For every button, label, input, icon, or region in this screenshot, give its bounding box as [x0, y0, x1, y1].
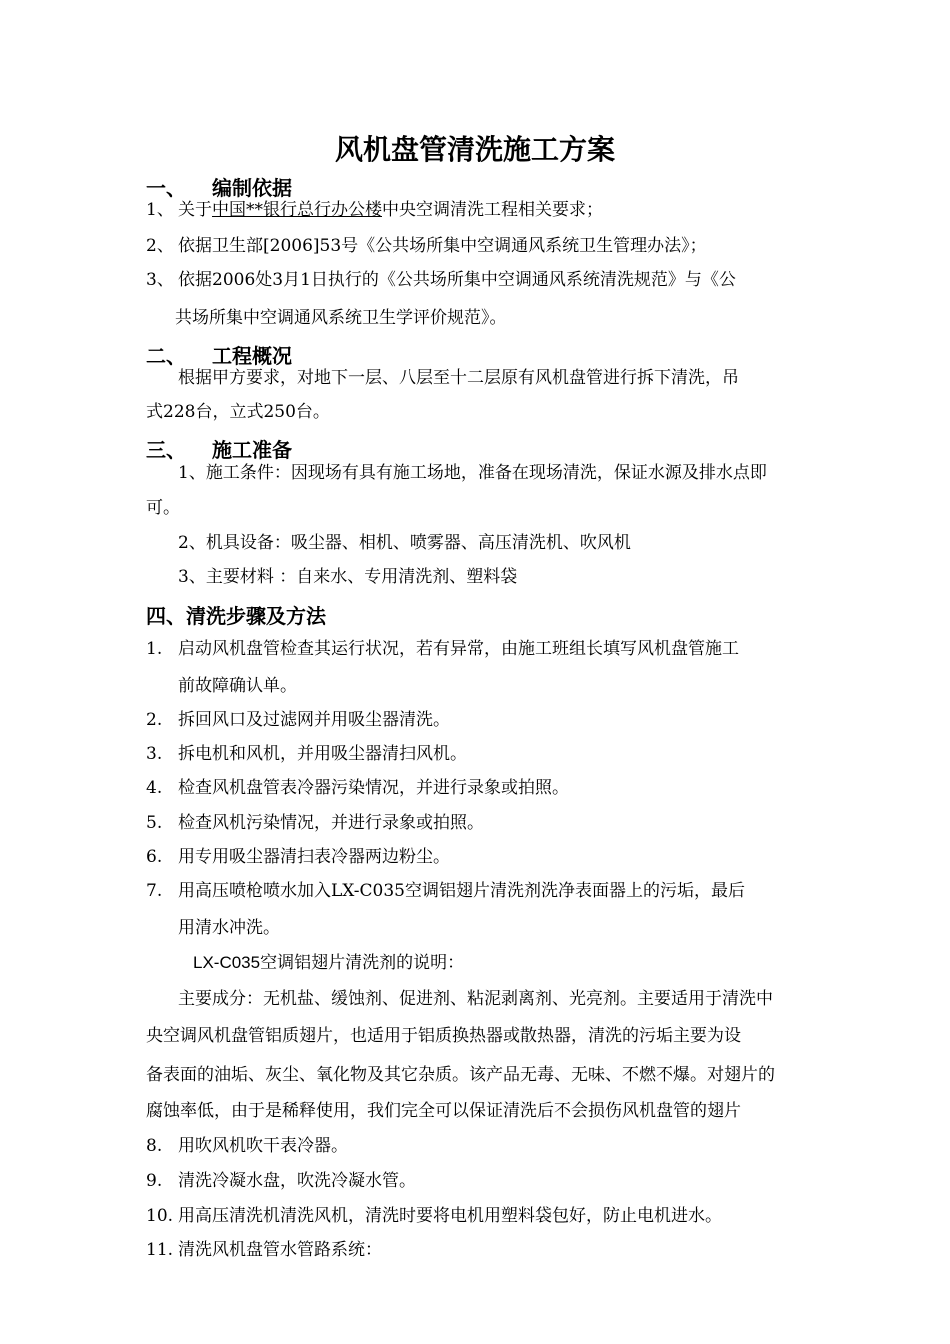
agent-paragraph-line-4: 腐蚀率低，由于是稀释使用，我们完全可以保证清洗后不会损伤风机盘管的翅片 — [146, 1101, 741, 1121]
step-text: 清洗冷凝水盘，吹洗冷凝水管。 — [178, 1171, 416, 1191]
step-5 — [146, 811, 484, 835]
step-7-continued: 用清水冲洗。 — [178, 918, 280, 938]
section-heading-overview — [146, 340, 292, 369]
list-marker: 8. — [146, 1136, 163, 1156]
section-heading-prep — [146, 434, 292, 463]
agent-paragraph-line-2: 央空调风机盘管铝质翅片，也适用于铝质换热器或散热器，清洗的污垢主要为设 — [146, 1026, 741, 1046]
list-marker: 1、 — [146, 200, 174, 220]
step-3 — [146, 742, 467, 766]
step-text: 用专用吸尘器清扫表冷器两边粉尘。 — [178, 847, 450, 867]
basis-item-3 — [146, 268, 736, 292]
list-marker: 7. — [146, 881, 163, 901]
list-marker: 3、 — [146, 270, 174, 290]
project-name: 中国**银行总行办公楼 — [212, 200, 382, 220]
list-marker: 5. — [146, 813, 163, 833]
list-marker: 3. — [146, 744, 163, 764]
step-text: 检查风机盘管表冷器污染情况，并进行录象或拍照。 — [178, 778, 569, 798]
agent-heading-text: 空调铝翅片清洗剂的说明： — [260, 953, 465, 973]
agent-paragraph-line-3: 备表面的油垢、灰尘、氧化物及其它杂质。该产品无毒、无味、不燃不爆。对翅片的 — [146, 1065, 775, 1085]
step-text: 用吹风机吹干表冷器。 — [178, 1136, 348, 1156]
section-heading-basis — [146, 172, 292, 201]
agent-paragraph-line-1: 主要成分：无机盐、缓蚀剂、促进剂、粘泥剥离剂、光亮剂。主要适用于清洗中 — [178, 989, 773, 1009]
section-heading-steps: 四、清洗步骤及方法 — [146, 604, 326, 628]
basis-item-1 — [146, 198, 603, 222]
list-marker: 2. — [146, 710, 163, 730]
step-text: 启动风机盘管检查其运行状况，若有异常，由施工班组长填写风机盘管施工 — [178, 639, 739, 659]
step-1-continued: 前故障确认单。 — [178, 676, 297, 696]
list-marker: 4. — [146, 778, 163, 798]
section-number: 三、 — [146, 438, 186, 462]
prep-materials: 3、主要材料 ：自来水、专用清洗剂、塑料袋 — [178, 567, 518, 587]
step-text: 检查风机污染情况，并进行录象或拍照。 — [178, 813, 484, 833]
step-7 — [146, 879, 745, 903]
agent-heading — [193, 951, 464, 975]
step-6 — [146, 845, 450, 869]
section-title: 编制依据 — [212, 176, 292, 200]
step-text: 清洗风机盘管水管路系统： — [178, 1240, 382, 1260]
overview-line-2: 式228台，立式250台。 — [146, 402, 330, 422]
section-number: 二、 — [146, 344, 186, 368]
prep-condition-line-1: 1、施工条件：因现场有具有施工场地，准备在现场清洗，保证水源及排水点即 — [178, 463, 767, 483]
section-title: 施工准备 — [212, 438, 292, 462]
overview-line-1: 根据甲方要求，对地下一层、八层至十二层原有风机盘管进行拆下清洗，吊 — [178, 368, 739, 388]
section-title: 工程概况 — [212, 344, 292, 368]
step-11 — [146, 1238, 382, 1262]
product-code: LX-C035 — [193, 953, 261, 972]
step-2 — [146, 708, 450, 732]
step-text: 拆电机和风机，并用吸尘器清扫风机。 — [178, 744, 467, 764]
step-text: 拆回风口及过滤网并用吸尘器清洗。 — [178, 710, 450, 730]
step-8 — [146, 1134, 348, 1158]
step-1 — [146, 637, 739, 661]
basis-item-3-continued: 共场所集中空调通风系统卫生学评价规范》。 — [175, 308, 507, 328]
document-title: 风机盘管清洗施工方案 — [334, 133, 615, 166]
step-4 — [146, 776, 569, 800]
step-text: 用高压清洗机清洗风机，清洗时要将电机用塑料袋包好，防止电机进水。 — [178, 1206, 722, 1226]
prep-equipment: 2、机具设备：吸尘器、相机、喷雾器、高压清洗机、吹风机 — [178, 533, 631, 553]
list-marker: 2、 — [146, 236, 174, 256]
basis-text: 关于 — [178, 200, 212, 220]
basis-text: 依据卫生部[2006]53号《公共场所集中空调通风系统卫生管理办法》； — [178, 236, 707, 256]
step-9 — [146, 1169, 416, 1193]
list-marker: 10. — [146, 1206, 174, 1226]
step-10 — [146, 1204, 722, 1228]
basis-text: 中央空调清洗工程相关要求； — [382, 200, 603, 220]
prep-condition-line-2: 可。 — [146, 498, 180, 518]
list-marker: 11. — [146, 1240, 174, 1260]
list-marker: 1. — [146, 639, 163, 659]
section-number: 一、 — [146, 176, 186, 200]
list-marker: 9. — [146, 1171, 163, 1191]
basis-text: 依据2006处3月1日执行的《公共场所集中空调通风系统清洗规范》与《公 — [178, 270, 736, 290]
step-text: 用高压喷枪喷水加入LX-C035空调铝翅片清洗剂洗净表面器上的污垢，最后 — [178, 881, 745, 901]
basis-item-2 — [146, 234, 707, 258]
list-marker: 6. — [146, 847, 163, 867]
